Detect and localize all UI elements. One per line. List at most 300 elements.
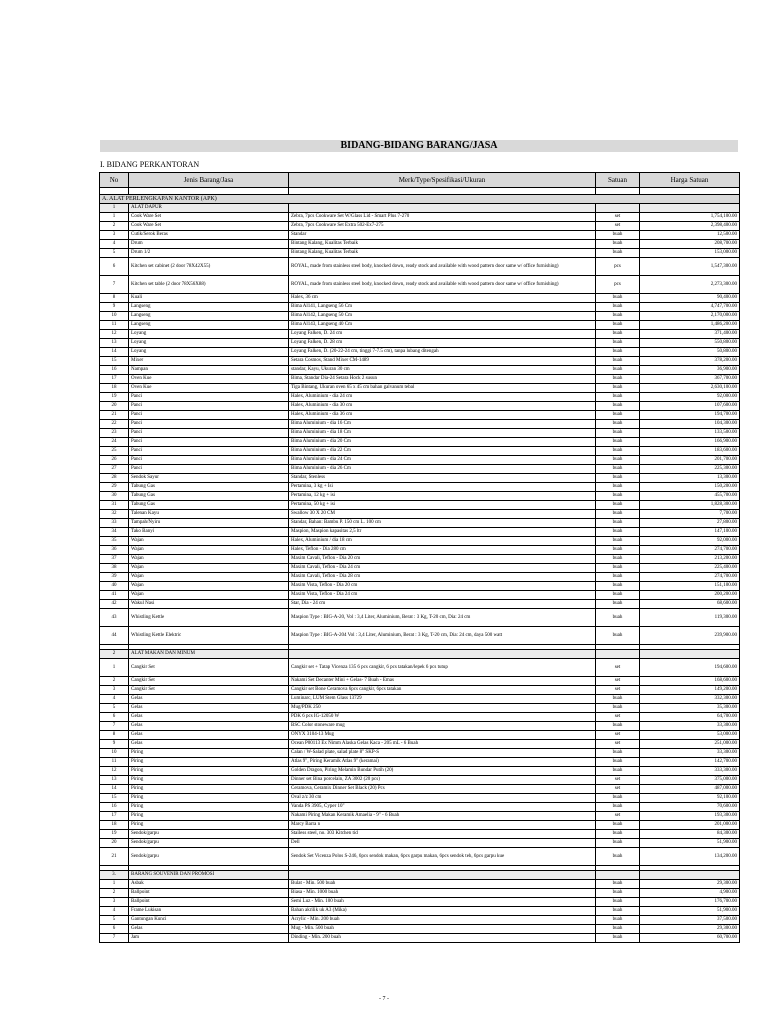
item-spec: Loyang Falken, D. (20-22-24 cm, tinggi 7-7.5 cm), tanpa lubang ditengah	[289, 348, 596, 357]
row-number: 15	[100, 357, 129, 366]
item-unit: set	[596, 740, 640, 749]
item-price: 2,398,400.00	[640, 222, 740, 231]
item-name: Sendok/garpu	[129, 839, 289, 848]
item-name: Langseng	[129, 303, 289, 312]
item-price: 274,700.00	[640, 546, 740, 555]
item-unit: set	[596, 213, 640, 222]
row-number: 6	[100, 713, 129, 722]
item-spec: Pertamina, 50 kg + isi	[289, 501, 596, 510]
item-price: 36,900.00	[640, 366, 740, 375]
item-spec: Tiga Bintang, Ukuran oven 65 x 45 cm bahan galvanum tebal	[289, 384, 596, 393]
item-price: 133,500.00	[640, 429, 740, 438]
item-name: Oven Kue	[129, 384, 289, 393]
row-number: 1	[100, 213, 129, 222]
item-name: Gelas	[129, 722, 289, 731]
row-number: 5	[100, 704, 129, 713]
table-row	[100, 474, 740, 483]
table-row	[100, 258, 740, 276]
item-unit: buah	[596, 411, 640, 420]
table-row	[100, 925, 740, 934]
item-price: 375,000.00	[640, 776, 740, 785]
row-number: 8	[100, 294, 129, 303]
row-number: 40	[100, 582, 129, 591]
item-spec: Nakami Piring Makan Keramik Amaelia - 9" - 6 Buah	[289, 812, 596, 821]
table-row	[100, 785, 740, 794]
item-price: 84,300.00	[640, 830, 740, 839]
table-row	[100, 713, 740, 722]
item-unit: buah	[596, 564, 640, 573]
item-unit: buah	[596, 519, 640, 528]
item-spec: Mug - Min. 500 buah	[289, 925, 596, 934]
item-unit: buah	[596, 794, 640, 803]
item-name: Nampan	[129, 366, 289, 375]
row-number: 2	[100, 889, 129, 898]
section-title-cell: ALAT DAPUR	[129, 204, 289, 213]
table-row	[100, 880, 740, 889]
item-price: 1,754,100.00	[640, 213, 740, 222]
item-price: 119,300.00	[640, 609, 740, 627]
row-number: 26	[100, 456, 129, 465]
item-price: 151,100.00	[640, 582, 740, 591]
table-row	[100, 573, 740, 582]
table-row	[100, 907, 740, 916]
item-spec: Zebra, 7pcs Cookware Set W/Glass Lid - Smart Plus 7-270	[289, 213, 596, 222]
row-number: 11	[100, 758, 129, 767]
item-unit: buah	[596, 749, 640, 758]
item-spec: Maxim Vista, Teflon - Dia 20 cm	[289, 582, 596, 591]
table-row	[100, 492, 740, 501]
table-body	[100, 188, 740, 943]
item-spec: Bulat - Min. 500 buah	[289, 880, 596, 889]
item-unit: buah	[596, 474, 640, 483]
item-name: Wajan	[129, 591, 289, 600]
item-spec: Nakami Set Decanter Mini + Gelas- 7 Buah - Emas	[289, 677, 596, 686]
item-unit: buah	[596, 821, 640, 830]
item-name: Drum 1/2	[129, 249, 289, 258]
item-name: Gelas	[129, 704, 289, 713]
item-spec: Bintang Kalang, Kualitas Terbaik	[289, 240, 596, 249]
item-price: 166,900.00	[640, 438, 740, 447]
item-spec: Maxim Vista, Teflon - Dia 24 cm	[289, 591, 596, 600]
item-price: 92,100.00	[640, 794, 740, 803]
item-unit: buah	[596, 830, 640, 839]
item-unit: buah	[596, 510, 640, 519]
item-spec: Oval z/z 30 cm	[289, 794, 596, 803]
item-unit: set	[596, 686, 640, 695]
blank-cell	[640, 204, 740, 213]
item-name: Sendok Sayur	[129, 474, 289, 483]
item-unit: buah	[596, 465, 640, 474]
row-number: 1	[100, 659, 129, 677]
table-row	[100, 803, 740, 812]
row-number: 21	[100, 848, 129, 866]
item-spec: Halex, Aluminium - dia 30 cm	[289, 402, 596, 411]
item-price: 208,700.00	[640, 240, 740, 249]
item-price: 201,000.00	[640, 821, 740, 830]
item-name: Wakul Nasi	[129, 600, 289, 609]
section-title: I. BIDANG PERKANTORAN	[100, 160, 200, 169]
item-spec: Standar	[289, 231, 596, 240]
item-unit: buah	[596, 375, 640, 384]
row-number: 20	[100, 839, 129, 848]
header-merk: Merk/Type/Spesifikasi/Ukuran	[289, 173, 596, 188]
item-unit: buah	[596, 627, 640, 645]
item-name: Gelas	[129, 925, 289, 934]
item-name: Wajan	[129, 546, 289, 555]
item-price: 332,300.00	[640, 695, 740, 704]
item-spec: Maspion Type : BIG-A-20, Vol : 3,4 Liter, Aluminium, Berat : 3 Kg, T-20 cm, Dia: 24 cm	[289, 609, 596, 627]
item-name: Gelas	[129, 740, 289, 749]
item-unit: buah	[596, 898, 640, 907]
item-name: Panci	[129, 456, 289, 465]
row-number: 3	[100, 231, 129, 240]
row-number: 4	[100, 907, 129, 916]
item-name: Piring	[129, 749, 289, 758]
item-spec: Swallow 30 X 20 CM	[289, 510, 596, 519]
item-name: Tabung Gas	[129, 483, 289, 492]
table-row	[100, 934, 740, 943]
blank-cell	[289, 188, 596, 195]
item-name: Panci	[129, 465, 289, 474]
item-spec: Maxim Cavali, Teflon - Dia 28 cm	[289, 573, 596, 582]
table-row	[100, 704, 740, 713]
row-number: 27	[100, 465, 129, 474]
item-spec: Star, Dia - 24 cm	[289, 600, 596, 609]
item-unit: set	[596, 222, 640, 231]
section-row	[100, 650, 740, 659]
item-price: 60,700.00	[640, 934, 740, 943]
blank-cell	[640, 188, 740, 195]
item-spec: Standar, Bahan: Bambu P. 150 cm L. 100 cm	[289, 519, 596, 528]
row-number: 6	[100, 258, 129, 276]
table-row	[100, 839, 740, 848]
item-price: 455,700.00	[640, 492, 740, 501]
item-price: 1,547,300.00	[640, 258, 740, 276]
row-number: 32	[100, 510, 129, 519]
item-spec: BSC Color stoneware mug	[289, 722, 596, 731]
blank-cell	[289, 650, 596, 659]
row-number: 19	[100, 830, 129, 839]
table-row	[100, 303, 740, 312]
item-unit: buah	[596, 501, 640, 510]
item-price: 213,200.00	[640, 555, 740, 564]
table-row	[100, 528, 740, 537]
item-spec: Pertamina, 12 kg + isi	[289, 492, 596, 501]
row-number: 18	[100, 821, 129, 830]
row-number: 33	[100, 519, 129, 528]
item-name: Langseng	[129, 321, 289, 330]
item-spec: Halex, Aluminium - dia 36 cm	[289, 411, 596, 420]
header-harga: Harga Satuan	[640, 173, 740, 188]
row-number: 20	[100, 402, 129, 411]
item-spec: Dinding - Min. 200 buah	[289, 934, 596, 943]
item-name: Kitchen set cabinet (2 door 78X42X55)	[129, 258, 289, 276]
item-spec: Cangkir set + Tatap Vicenza 135 6 pcs cangkir, 6 pcs tatakan/lepek 6 pcs tutup	[289, 659, 596, 677]
item-unit: buah	[596, 393, 640, 402]
item-price: 7,700.00	[640, 510, 740, 519]
item-spec: Atlas 9", Piring Keramik Atlas 9" (keramai)	[289, 758, 596, 767]
section-row	[100, 204, 740, 213]
item-price: 2,630,100.00	[640, 384, 740, 393]
item-spec: PDK 6 pcs IG-12050 W	[289, 713, 596, 722]
item-price: 153,000.00	[640, 249, 740, 258]
item-unit: buah	[596, 704, 640, 713]
table-row	[100, 916, 740, 925]
item-spec: Bima Aluminium - dia 26 Cm	[289, 465, 596, 474]
item-name: Loyang	[129, 330, 289, 339]
item-price: 104,300.00	[640, 420, 740, 429]
row-number: 13	[100, 339, 129, 348]
row-number: 4	[100, 240, 129, 249]
item-name: Ballpoint	[129, 889, 289, 898]
row-number: 13	[100, 776, 129, 785]
row-number: 24	[100, 438, 129, 447]
blank-cell	[596, 871, 640, 880]
table-row	[100, 591, 740, 600]
table-row	[100, 501, 740, 510]
table-row	[100, 456, 740, 465]
table-row	[100, 627, 740, 645]
item-unit: buah	[596, 384, 640, 393]
item-unit: buah	[596, 447, 640, 456]
item-price: 142,700.00	[640, 758, 740, 767]
row-number: 7	[100, 276, 129, 294]
item-spec: Cangkir set Bone Ceramova 6pcs cangkir, 6pcs tatakan	[289, 686, 596, 695]
item-price: 92,000.00	[640, 537, 740, 546]
table-row	[100, 375, 740, 384]
row-number: 37	[100, 555, 129, 564]
item-spec: Setara Cosmos, Stand Mixer CM-1489	[289, 357, 596, 366]
row-number: 44	[100, 627, 129, 645]
item-spec: Halex, Aluminium - dia 24 cm	[289, 393, 596, 402]
table-row	[100, 411, 740, 420]
item-unit: buah	[596, 803, 640, 812]
table-row	[100, 609, 740, 627]
item-name: Whistling Kettle	[129, 609, 289, 627]
item-price: 33,300.00	[640, 749, 740, 758]
row-number: 14	[100, 348, 129, 357]
blank-cell	[640, 871, 740, 880]
item-name: Wajan	[129, 582, 289, 591]
table-row	[100, 659, 740, 677]
table-row	[100, 348, 740, 357]
item-price: 239,900.00	[640, 627, 740, 645]
item-name: Panci	[129, 420, 289, 429]
item-name: Wajan	[129, 564, 289, 573]
item-name: Kitchen set table (2 door 78X56X88)	[129, 276, 289, 294]
item-name: Oven Kue	[129, 375, 289, 384]
item-price: 200,200.00	[640, 591, 740, 600]
item-name: Piring	[129, 758, 289, 767]
item-unit: buah	[596, 925, 640, 934]
item-price: 550,800.00	[640, 339, 740, 348]
item-unit: buah	[596, 240, 640, 249]
item-spec: Maspion, Maspion kapasitas 2,5 ltr	[289, 528, 596, 537]
item-name: Piring	[129, 803, 289, 812]
item-unit: buah	[596, 330, 640, 339]
item-unit: buah	[596, 722, 640, 731]
row-number: 1	[100, 880, 129, 889]
row-number: 11	[100, 321, 129, 330]
item-name: Panci	[129, 447, 289, 456]
item-spec: Bima Aluminium - dia 18 Cm	[289, 429, 596, 438]
item-unit: buah	[596, 582, 640, 591]
item-name: Piring	[129, 812, 289, 821]
item-spec: Acrylic - Min. 200 buah	[289, 916, 596, 925]
item-spec: Halex, Teflon - Dia 280 cm	[289, 546, 596, 555]
item-name: Cangkir Set	[129, 677, 289, 686]
table-row	[100, 740, 740, 749]
table-row	[100, 776, 740, 785]
table-row	[100, 519, 740, 528]
item-name: Tabung Gas	[129, 501, 289, 510]
item-price: 4,747,700.00	[640, 303, 740, 312]
item-spec: Sendok Set Vicenza Polos S-246, 6pcs sendok makan, 6pcs garpu makan, 6pcs sendok teh, 6pcs garpu kue	[289, 848, 596, 866]
table-row	[100, 429, 740, 438]
row-number: 22	[100, 420, 129, 429]
item-name: Piring	[129, 767, 289, 776]
blank-cell	[289, 871, 596, 880]
header-jenis: Jenis Barang/Jasa	[129, 173, 289, 188]
item-name: Piring	[129, 821, 289, 830]
table-row	[100, 731, 740, 740]
item-unit: set	[596, 731, 640, 740]
item-name: Panci	[129, 393, 289, 402]
item-name: Talenan Kayu	[129, 510, 289, 519]
item-price: 147,100.00	[640, 528, 740, 537]
row-number: 7	[100, 934, 129, 943]
item-unit: buah	[596, 555, 640, 564]
item-name: Jam	[129, 934, 289, 943]
blank-cell	[640, 650, 740, 659]
item-name: Gelas	[129, 731, 289, 740]
table-row	[100, 794, 740, 803]
item-spec: Semi Luz - Min. 100 buah	[289, 898, 596, 907]
section-title-cell: BARANG SOUVENIR DAN PROMOSI	[129, 871, 289, 880]
section-number: 1	[100, 204, 129, 213]
item-name: Wajan	[129, 555, 289, 564]
item-name: Piring	[129, 794, 289, 803]
table-row	[100, 564, 740, 573]
item-name: Tako Banyi	[129, 528, 289, 537]
item-name: Cangkir Set	[129, 659, 289, 677]
table-row	[100, 321, 740, 330]
item-price: 333,300.00	[640, 767, 740, 776]
item-name: Sendok/garpu	[129, 830, 289, 839]
item-price: 90,400.00	[640, 294, 740, 303]
item-unit: buah	[596, 916, 640, 925]
item-unit: buah	[596, 934, 640, 943]
table-row	[100, 677, 740, 686]
item-name: Cook Ware Set	[129, 222, 289, 231]
item-unit: set	[596, 776, 640, 785]
row-number: 14	[100, 785, 129, 794]
row-number: 5	[100, 916, 129, 925]
item-price: 92,000.00	[640, 393, 740, 402]
item-spec: Maxim Cavali, Teflon - Dia 24 cm	[289, 564, 596, 573]
item-spec: Maspion Type : BIG-A-204 Vol : 3,4 Liter, Aluminium, Berat : 3 Kg, T-20 cm, Dia: 24 cm, daya 500 watt	[289, 627, 596, 645]
header-no: No	[100, 173, 129, 188]
item-unit: buah	[596, 537, 640, 546]
row-number: 17	[100, 812, 129, 821]
row-number: 8	[100, 731, 129, 740]
item-name: Gantungan Kunci	[129, 916, 289, 925]
item-unit: pcs	[596, 276, 640, 294]
item-price: 2,273,300.00	[640, 276, 740, 294]
item-spec: Loyang Falken, D. 24 cm	[289, 330, 596, 339]
item-spec: Vanda PS 3905, Cyper 10"	[289, 803, 596, 812]
table-row	[100, 447, 740, 456]
item-name: Whistling Kettle Elektric	[129, 627, 289, 645]
table-row	[100, 722, 740, 731]
table-row	[100, 339, 740, 348]
item-unit: buah	[596, 695, 640, 704]
item-name: Asbak	[129, 880, 289, 889]
table-row	[100, 384, 740, 393]
item-spec: Halex, 36 cm	[289, 294, 596, 303]
item-unit: buah	[596, 438, 640, 447]
item-spec: Bima Aluminium - dia 20 Cm	[289, 438, 596, 447]
item-price: 35,300.00	[640, 704, 740, 713]
blank-row	[100, 188, 740, 195]
item-unit: buah	[596, 848, 640, 866]
row-number: 17	[100, 375, 129, 384]
item-unit: buah	[596, 591, 640, 600]
item-price: 251,000.00	[640, 740, 740, 749]
table-row	[100, 483, 740, 492]
section-number: 2	[100, 650, 129, 659]
item-unit: buah	[596, 546, 640, 555]
row-number: 29	[100, 483, 129, 492]
table-row	[100, 240, 740, 249]
item-price: 51,900.00	[640, 839, 740, 848]
item-spec: Pertamina, 3 kg + Isi	[289, 483, 596, 492]
table-row	[100, 366, 740, 375]
item-unit: buah	[596, 294, 640, 303]
item-unit: buah	[596, 889, 640, 898]
item-unit: buah	[596, 366, 640, 375]
item-spec: Bima Al142, Langseng 50 Cm	[289, 312, 596, 321]
item-name: Kuali	[129, 294, 289, 303]
item-spec: Bima Al143, Langseng 40 Cm	[289, 321, 596, 330]
item-name: Cangkir Set	[129, 686, 289, 695]
table-row	[100, 821, 740, 830]
item-spec: Halex, Aluminium / dia 18 cm	[289, 537, 596, 546]
item-spec: Marcy Barra n	[289, 821, 596, 830]
item-price: 134,200.00	[640, 848, 740, 866]
item-spec: Bintang Kalang, Kualitas Terbaik	[289, 249, 596, 258]
row-number: 12	[100, 767, 129, 776]
item-spec: Ocean P00113 Ex Nimm Alaska Gelas Kaca - 205 mL - 6 Buah	[289, 740, 596, 749]
item-unit: buah	[596, 249, 640, 258]
item-unit: buah	[596, 402, 640, 411]
item-spec: Standar, Stenless	[289, 474, 596, 483]
item-name: Gelas	[129, 695, 289, 704]
item-price: 194,700.00	[640, 411, 740, 420]
table-row	[100, 582, 740, 591]
item-unit: buah	[596, 312, 640, 321]
item-unit: buah	[596, 303, 640, 312]
item-price: 378,200.00	[640, 357, 740, 366]
table-row	[100, 312, 740, 321]
row-number: 18	[100, 384, 129, 393]
item-name: Mixer	[129, 357, 289, 366]
table-row	[100, 686, 740, 695]
page-number: - 7 -	[379, 996, 389, 1002]
item-name: Sendok/garpu	[129, 848, 289, 866]
item-name: Panci	[129, 411, 289, 420]
item-spec: Bahan akrilik uk A3 (Mika)	[289, 907, 596, 916]
